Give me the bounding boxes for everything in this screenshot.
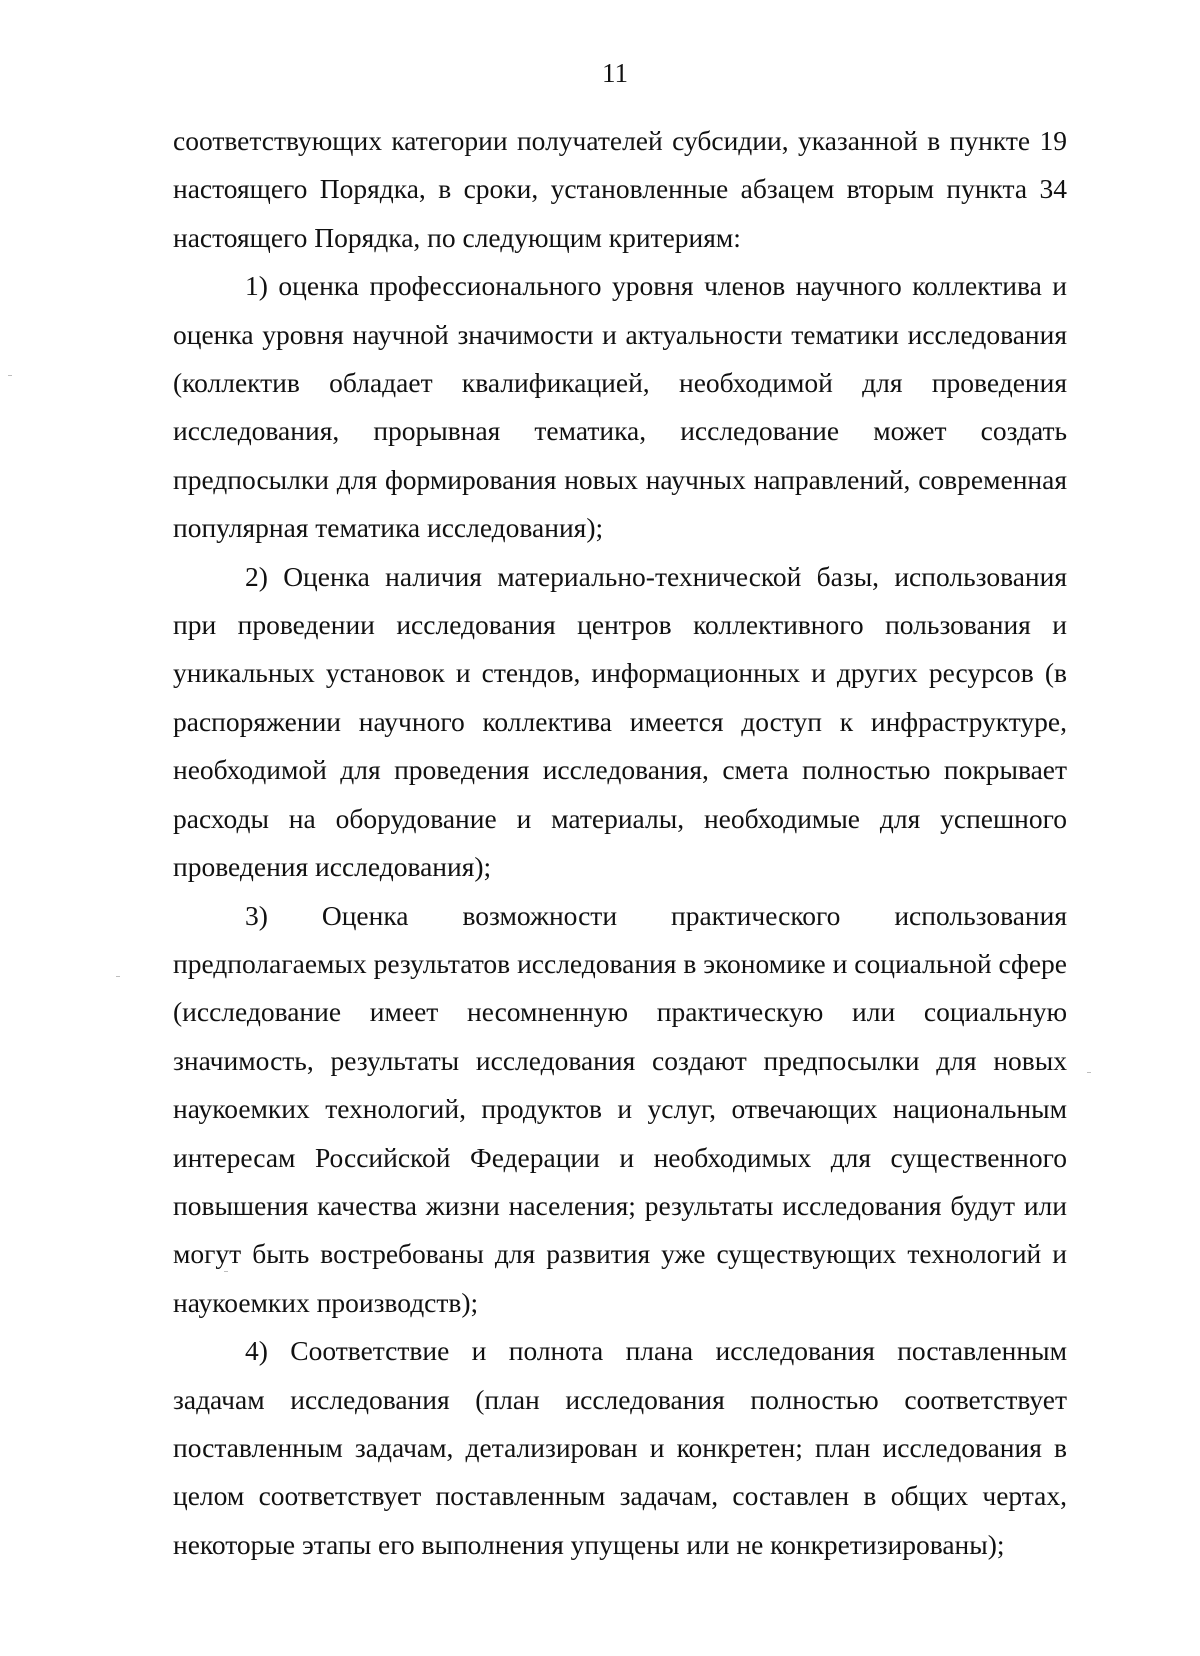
scan-speck [224, 1271, 228, 1272]
page-number: 11 [602, 58, 628, 88]
paragraph-criterion-4: 4) Соответствие и полнота плана исследования поставленным задачам исследования (план исследования полностью соответствует поставленным задачам, детализирован и конкретен; план исследования в целом соответствует поставленным задачам, составлен в общих чертах, некоторые этапы его выполнения упущены или не конкретизированы); [173, 1335, 1067, 1560]
paragraph-criterion-2: 2) Оценка наличия материально-технической базы, использования при проведении исследования центров коллективного пользования и уникальных установок и стендов, информационных и других ресурсов (в распоряжении научного коллектива имеется доступ к инфраструктуре, необходимой для проведения исследования, смета полностью покрывает расходы на оборудование и материалы, необходимые для успешного проведения исследования); [173, 560, 1067, 883]
paragraph-continuation: соответствующих категории получателей субсидии, указанной в пункте 19 настоящего Порядка, в сроки, установленные абзацем вторым пункта 34 настоящего Порядка, по следующим критериям: [173, 125, 1067, 253]
scan-speck [116, 976, 120, 977]
scan-speck [8, 375, 12, 376]
paragraph-criterion-3: 3) Оценка возможности практического использования предполагаемых результатов исследования в экономике и социальной сфере (исследование имеет несомненную практическую или социальную значимость, результаты исследования создают предпосылки для новых наукоемких технологий, продуктов и услуг, отвечающих национальным интересам Российской Федерации и необходимых для существенного повышения качества жизни населения; результаты исследования будут или могут быть востребованы для развития уже существующих технологий и наукоемких производств); [173, 899, 1067, 1318]
scan-speck [1087, 1072, 1091, 1073]
paragraph-criterion-1: 1) оценка профессионального уровня членов научного коллектива и оценка уровня научной значимости и актуальности тематики исследования (коллектив обладает квалификацией, необходимой для проведения исследования, прорывная тематика, исследование может создать предпосылки для формирования новых научных направлений, современная популярная тематика исследования); [173, 270, 1067, 544]
document-body [173, 117, 1067, 1569]
